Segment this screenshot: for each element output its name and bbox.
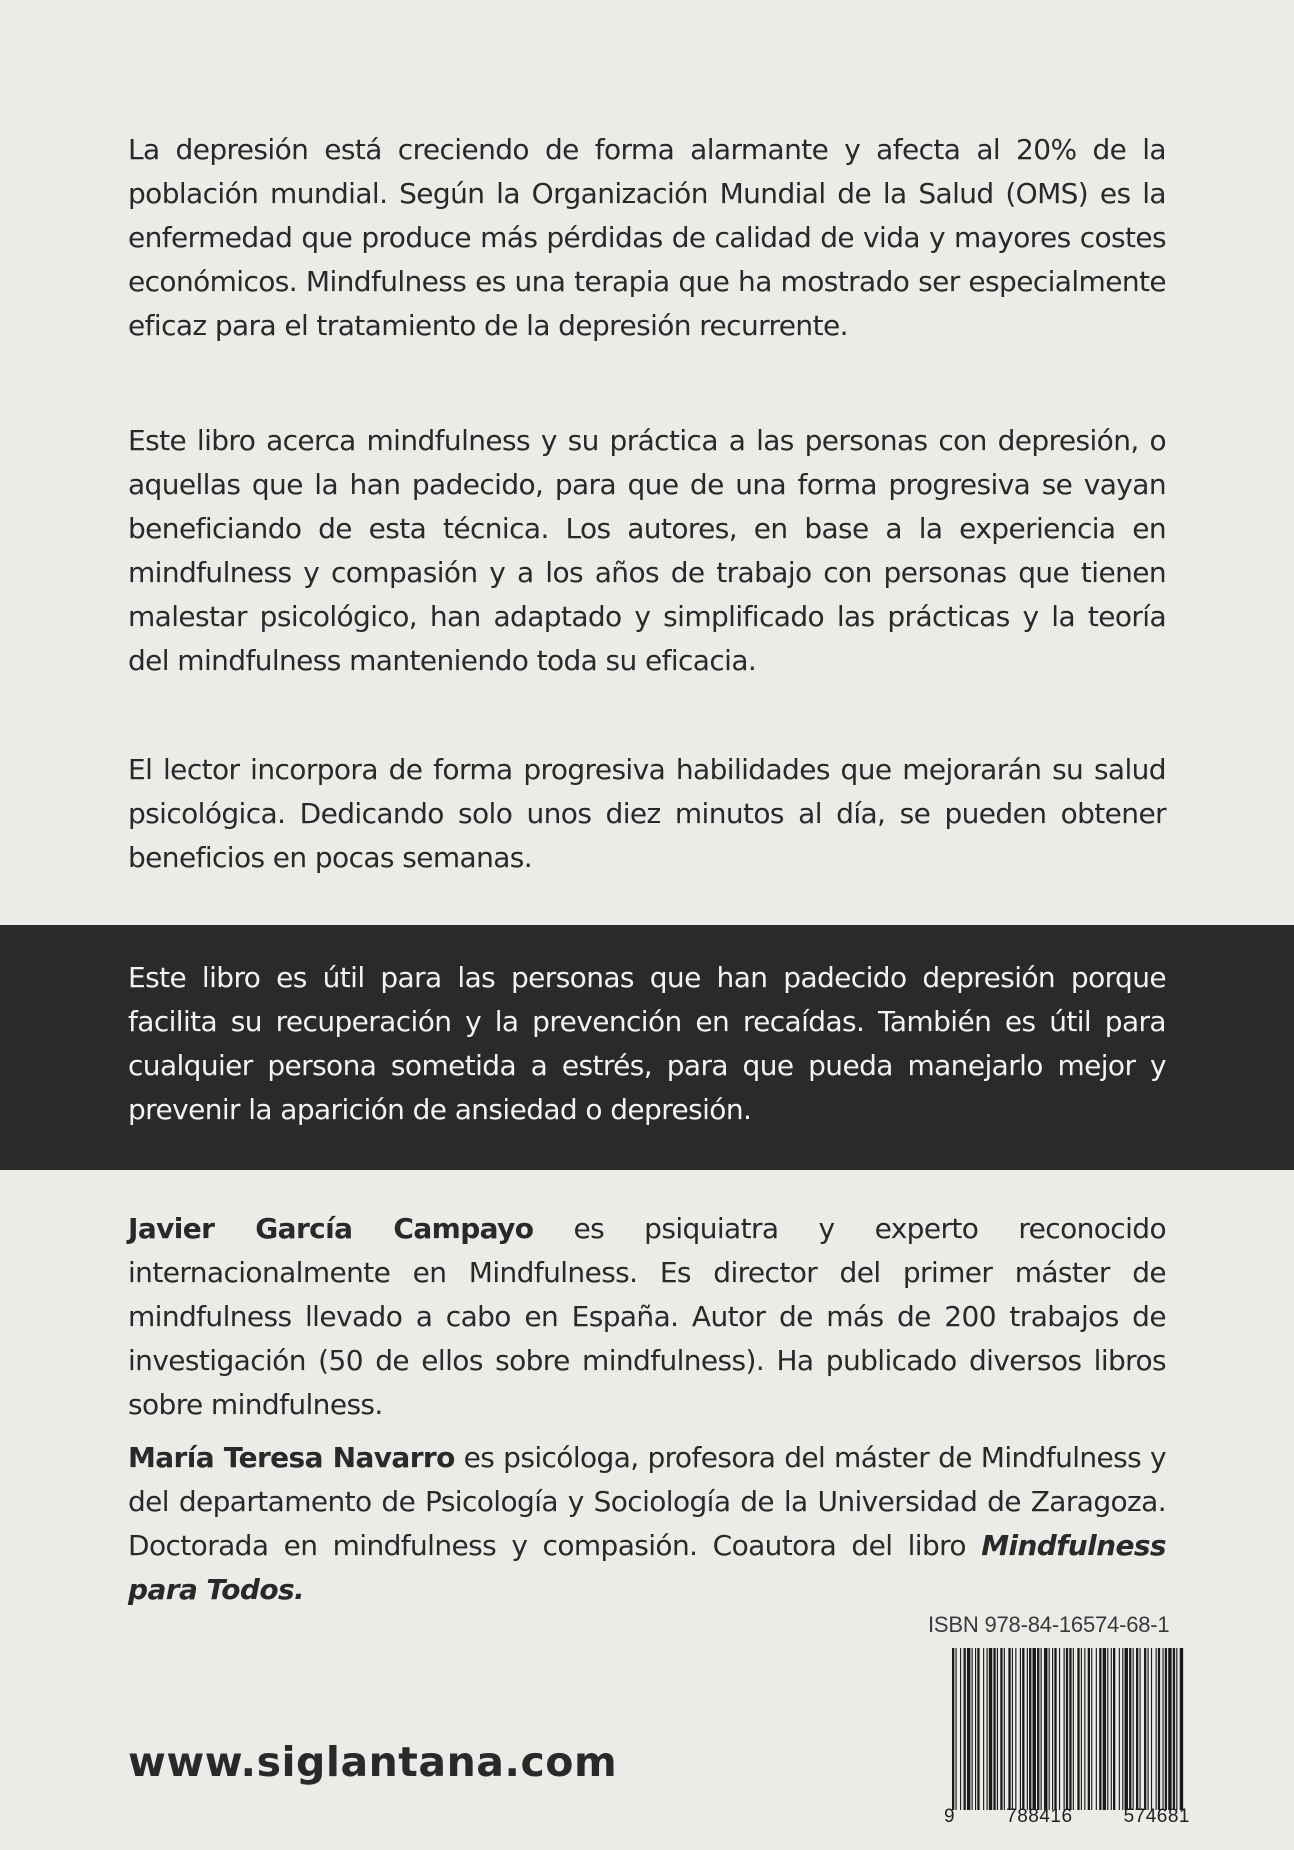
author-name-garcia: Javier García Campayo: [128, 1212, 534, 1245]
author-bio-text-garcia: es psiquiatra y experto reconocido internacionalmente en Mindfulness. Es director del primer máster de mindfulness llevado a cabo en España. Autor de más de 200 trabajos de investigación (50 de ellos sobre mindfulness). Ha publicado diversos libros sobre mindfulness.: [128, 1212, 1166, 1421]
intro-paragraph: [128, 128, 1166, 348]
book-title-reference: Mindfulness para Todos.: [128, 1529, 1166, 1606]
benefits-paragraph: [128, 748, 1166, 880]
paragraph-book-purpose: Este libro acerca mindfulness y su práctica a las personas con depresión, o aquellas que la han padecido, para que de una forma progresiva se vayan beneficiando de esta técnica. Los autores, en base a la experiencia en mindfulness y compasión y a los años de trabajo con personas que tienen malestar psicológico, han adaptado y simplificado las prácticas y la teoría del mindfulness manteniendo toda su eficacia.: [128, 424, 1166, 677]
author-bio-1: [128, 1207, 1166, 1427]
paragraph-reader-benefits: El lector incorpora de forma progresiva habilidades que mejorarán su salud psicológica. Dedicando solo unos diez minutos al día, se pueden obtener beneficios en pocas semanas.: [128, 753, 1166, 874]
barcode-digit-group-2: 574681: [1123, 1806, 1190, 1827]
barcode-digit-group-1: 788416: [1006, 1806, 1073, 1827]
isbn-label: ISBN 978-84-16574-68-1: [928, 1612, 1170, 1637]
author-name-navarro: María Teresa Navarro: [128, 1441, 455, 1474]
barcode-digit-prefix: 9: [944, 1806, 956, 1827]
publisher-website[interactable]: www.siglantana.com: [128, 1738, 618, 1786]
highlight-band: [0, 925, 1294, 1170]
author-bio-2: [128, 1436, 1166, 1612]
author-bio-text-navarro: es psicóloga, profesora del máster de Mindfulness y del departamento de Psicología y Sociología de la Universidad de Zaragoza. Doctorada en mindfulness y compasión. Coautora del libro: [128, 1441, 1166, 1562]
barcode-icon: [950, 1648, 1186, 1810]
paragraph-book-usefulness: Este libro es útil para las personas que han padecido depresión porque facilita su recuperación y la prevención en recaídas. También es útil para cualquier persona sometida a estrés, para que pueda manejarlo mejor y prevenir la aparición de ansiedad o depresión.: [128, 961, 1166, 1126]
barcode-digits: [944, 1806, 1190, 1828]
book-description-paragraph: [128, 419, 1166, 683]
paragraph-depression-stats: La depresión está creciendo de forma alarmante y afecta al 20% de la población mundial. Según la Organización Mundial de la Salud (OMS) es la enfermedad que produce más pérdidas de calidad de vida y mayores costes económicos. Mindfulness es una terapia que ha mostrado ser especialmente eficaz para el tratamiento de la depresión recurrente.: [128, 133, 1166, 342]
